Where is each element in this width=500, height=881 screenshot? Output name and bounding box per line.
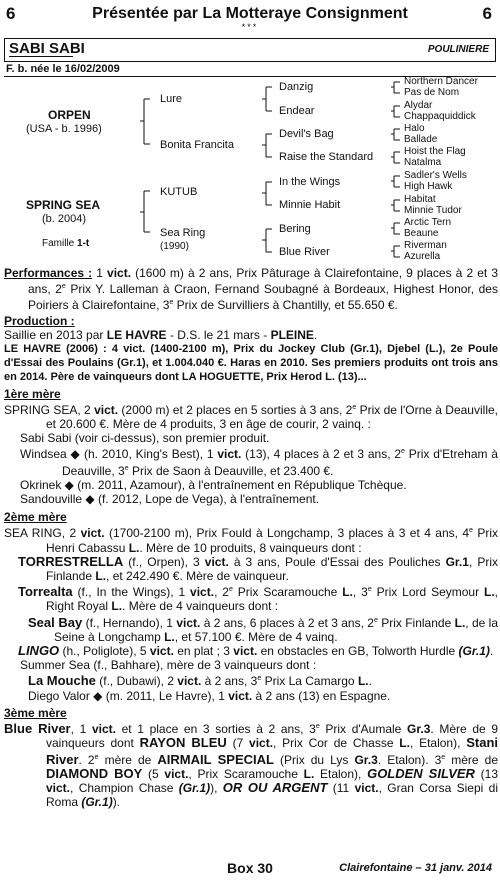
produce-la-mouche: La Mouche (f., Dubawi), 2 vict. à 2 ans, 3e Prix La Camargo L.. <box>28 673 372 689</box>
ped-g4-6: Ballade <box>404 134 438 145</box>
ped-g4-2: Pas de Nom <box>404 87 460 98</box>
ped-g4-13: Arctic Tern <box>404 217 452 228</box>
produce-windsea: Windsea ◆ (h. 2010, King's Best), 1 vict. (13), 4 places à 2 et 3 ans, 2e Prix d'Etreham à Deauville, 3e Prix de Saon à Deauville, et 23.400 €. <box>20 447 498 478</box>
performances: Performances : 1 vict. (1600 m) à 2 ans, Prix Pâturage à Clairefontaine, 9 places à 2 et 3 ans, 2e Prix Y. Lalleman à Craon, Fernand Soubagné à Bordeaux, Highest Honor, des Poiriers à Clairefontaine, 3e Prix de Survilliers à Chantilly, et 55.650 €. <box>4 266 498 313</box>
ped-sire-info: (USA - b. 1996) <box>26 123 102 135</box>
first-dam-heading: 1ère mère <box>4 386 61 401</box>
produce-diego-valor: Diego Valor ◆ (m. 2011, Le Havre), 1 vict. à 2 ans (13) en Espagne. <box>28 688 391 703</box>
horse-name: SABI SABI <box>9 40 85 57</box>
ped-g2-4-year: (1990) <box>160 241 189 252</box>
produce-lingo: LINGO (h., Poliglote), 5 vict. en plat ; 3 vict. en obstacles en GB, Tolworth Hurdle (Gr.1). <box>18 643 494 659</box>
ped-g3-1: Danzig <box>279 81 314 93</box>
produce-summer-sea: Summer Sea (f., Bahhare), mère de 3 vainqueurs dont : <box>20 658 317 673</box>
ped-g4-9: Sadler's Wells <box>404 170 467 181</box>
ped-g4-3: Alydar <box>404 100 433 111</box>
ped-g4-10: High Hawk <box>404 181 453 192</box>
produce-torrealta: Torrealta (f., In the Wings), 1 vict., 2e Prix Scaramouche L., 3e Prix Lord Seymour L., Right Royal L.. Mère de 4 vainqueurs dont : <box>18 584 499 614</box>
production-heading: Production : <box>4 313 75 328</box>
ped-g2-2: Bonita Francita <box>160 139 234 151</box>
stallion-le-havre: LE HAVRE (2006) : 4 vict. (1400-2100 m), Prix du Jockey Club (Gr.1), Djebel (L.), 2e Poule d'Essai des Poulains (Gr.1), et 1.004.040 €. Haras en 2010. Ses premiers produits ont trois ans en 2014. Père de vainqueurs dont LA HOGUETTE, Prix Herod L. (13)... <box>4 343 498 384</box>
horse-birth: F. b. née le 16/02/2009 <box>6 63 120 75</box>
ped-g4-11: Habitat <box>404 194 436 205</box>
lot-number-right: 6 <box>482 4 492 23</box>
first-dam-text: SPRING SEA, 2 vict. (2000 m) et 2 places en 5 sorties à 3 ans, 2e Prix de l'Orne à Deauville, et 20.600 €. Mère de 4 produits, 3 en âge de courir, 2 vainq. : <box>4 402 498 432</box>
produce-torrestrella: TORRESTRELLA (f., Orpen), 3 vict. à 3 ans, Poule d'Essai des Pouliches Gr.1, Prix Finlande L., et 242.490 €. Mère de vainqueur. <box>18 553 498 584</box>
second-dam-heading: 2ème mère <box>4 510 67 525</box>
consignor-title: Présentée par La Motteraye Consignment <box>92 5 408 22</box>
sale-place-date: Clairefontaine – 31 janv. 2014 <box>339 862 492 874</box>
produce-sandouville: Sandouville ◆ (f. 2012, Lope de Vega), à l'entraînement. <box>20 492 320 507</box>
ped-g4-1: Northern Dancer <box>404 76 478 87</box>
third-dam-heading: 3ème mère <box>4 705 67 720</box>
produce-sabi-sabi: Sabi Sabi (voir ci-dessus), son premier produit. <box>20 431 270 446</box>
ped-g2-1: Lure <box>160 93 183 105</box>
ped-g3-3: Devil's Bag <box>279 128 334 140</box>
ped-dam-name: SPRING SEA <box>26 198 101 212</box>
second-dam-text: SEA RING, 2 vict. (1700-2100 m), Prix Fould à Longchamp, 3 places à 3 et 4 ans, 4e Prix Henri Cabassu L.. Mère de 10 produits, 8 vainqueurs dont : <box>4 526 499 555</box>
ped-family: Famille 1-t <box>42 238 90 249</box>
ped-g4-16: Azurella <box>404 251 441 262</box>
page-footer <box>0 860 500 878</box>
lot-number-left: 6 <box>6 4 16 23</box>
ped-g3-5: In the Wings <box>279 176 341 188</box>
box-number: Box 30 <box>227 860 273 876</box>
header-stars: *** <box>241 22 259 32</box>
produce-seal-bay: Seal Bay (f., Hernando), 1 vict. à 2 ans, 6 places à 2 et 3 ans, 2e Prix Finlande L., de la Seine à Longchamp L., et 57.100 €. Mère de 4 vainq. <box>28 614 498 644</box>
ped-g3-2: Endear <box>279 105 315 117</box>
ped-g4-12: Minnie Tudor <box>404 205 462 216</box>
horse-type: POULINIERE <box>427 44 489 55</box>
produce-okrinek: Okrinek ◆ (m. 2011, Azamour), à l'entraînement en République Tchèque. <box>20 477 407 492</box>
ped-g4-7: Hoist the Flag <box>404 146 466 157</box>
ped-g2-4: Sea Ring <box>160 227 206 239</box>
third-dam-text: Blue River, 1 vict. et 1 place en 3 sorties à 2 ans, 3e Prix d'Aumale Gr.3. Mère de 9 vainqueurs dont RAYON BLEU (7 vict., Prix Cor de Chasse L., Etalon), Stani River. 2e mère de AIRMAIL SPECIAL (Prix du Lys Gr.3. Etalon). 3e mère de DIAMOND BOY (5 vict., Prix Scaramouche L. Etalon), GOLDEN SILVER (13 vict., Champion Chase (Gr.1)), OR OU ARGENT (11 vict., Gran Corsa Siepi di Roma (Gr.1)). <box>4 721 499 810</box>
ped-g4-4: Chappaquiddick <box>404 111 476 122</box>
ped-dam-info: (b. 2004) <box>42 213 87 225</box>
ped-g2-3: KUTUB <box>160 186 198 198</box>
ped-g3-4: Raise the Standard <box>279 151 374 163</box>
ped-g3-7: Bering <box>279 223 311 235</box>
ped-g4-8: Natalma <box>404 157 442 168</box>
ped-g3-6: Minnie Habit <box>279 199 341 211</box>
ped-g4-15: Riverman <box>404 240 447 251</box>
ped-g3-8: Blue River <box>279 246 330 258</box>
ped-g4-14: Beaune <box>404 228 439 239</box>
saillie: Saillie en 2013 par LE HAVRE - D.S. le 21 mars - PLEINE. <box>4 327 318 342</box>
ped-g4-5: Halo <box>404 123 425 134</box>
ped-sire-name: ORPEN <box>48 108 91 122</box>
catalogue-body <box>4 266 498 809</box>
